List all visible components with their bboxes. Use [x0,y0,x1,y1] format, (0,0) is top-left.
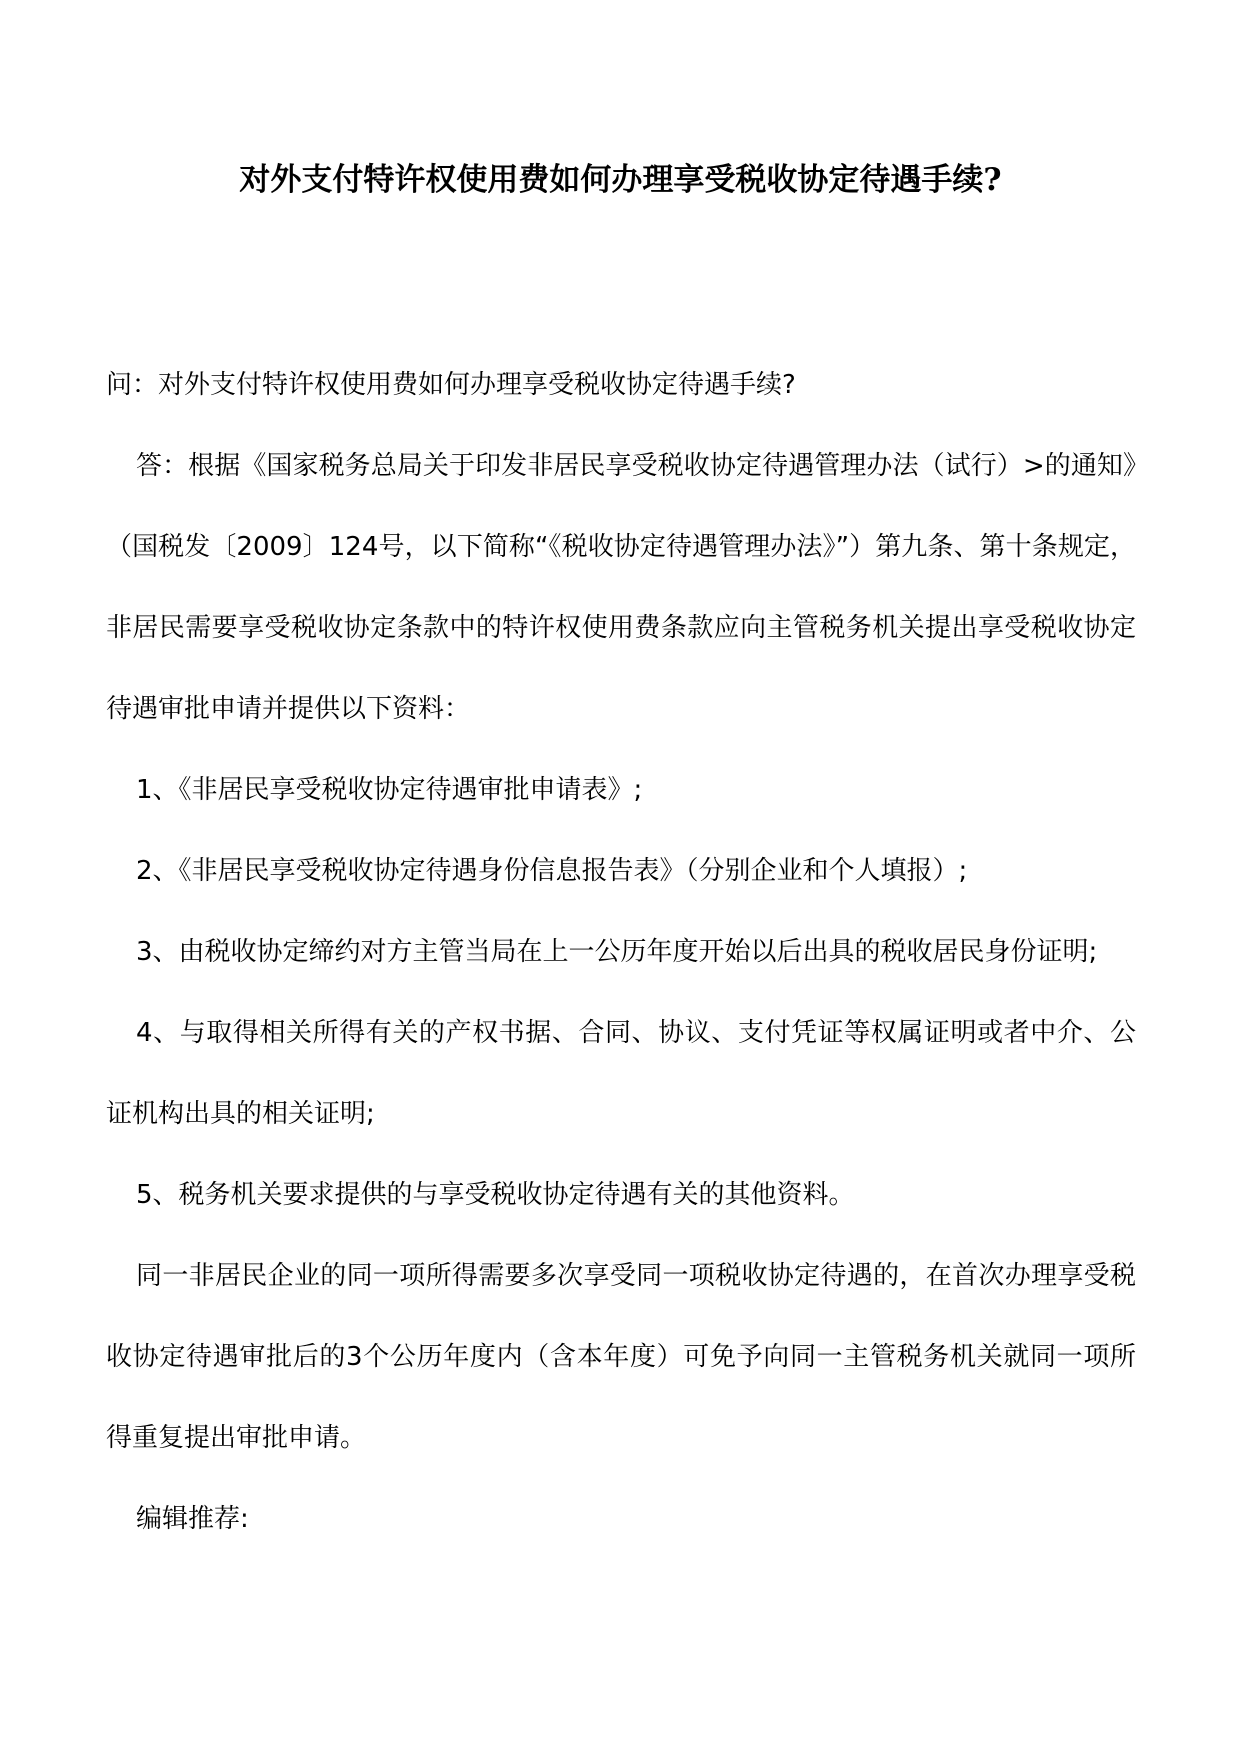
list-item: 2、《非居民享受税收协定待遇身份信息报告表》（分别企业和个人填报）; [136,856,968,886]
document-body [106,345,1136,1560]
list-item: 1、《非居民享受税收协定待遇审批申请表》; [136,775,643,805]
editor-recommendation: 编辑推荐: [136,1504,249,1534]
answer-paragraph: 答：根据《国家税务总局关于印发非居民享受税收协定待遇管理办法（试行）>的通知》（国税发〔2009〕124号，以下简称“《税收协定待遇管理办法》”）第九条、第十条规定，非居民需要享受税收协定条款中的特许权使用费条款应向主管税务机关提出享受税收协定待遇审批申请并提供以下资料： [106,451,1136,724]
list-item: 4、与取得相关所得有关的产权书据、合同、协议、支付凭证等权属证明或者中介、公证机构出具的相关证明; [106,1018,1136,1129]
list-item: 3、由税收协定缔约对方主管当局在上一公历年度开始以后出具的税收居民身份证明; [136,937,1098,967]
note-paragraph: 同一非居民企业的同一项所得需要多次享受同一项税收协定待遇的，在首次办理享受税收协定待遇审批后的3个公历年度内（含本年度）可免予向同一主管税务机关就同一项所得重复提出审批申请。 [106,1261,1136,1453]
list-item: 5、税务机关要求提供的与享受税收协定待遇有关的其他资料。 [136,1180,855,1210]
question-paragraph: 问：对外支付特许权使用费如何办理享受税收协定待遇手续? [106,370,796,400]
document-title: 对外支付特许权使用费如何办理享受税收协定待遇手续? [239,162,1002,198]
